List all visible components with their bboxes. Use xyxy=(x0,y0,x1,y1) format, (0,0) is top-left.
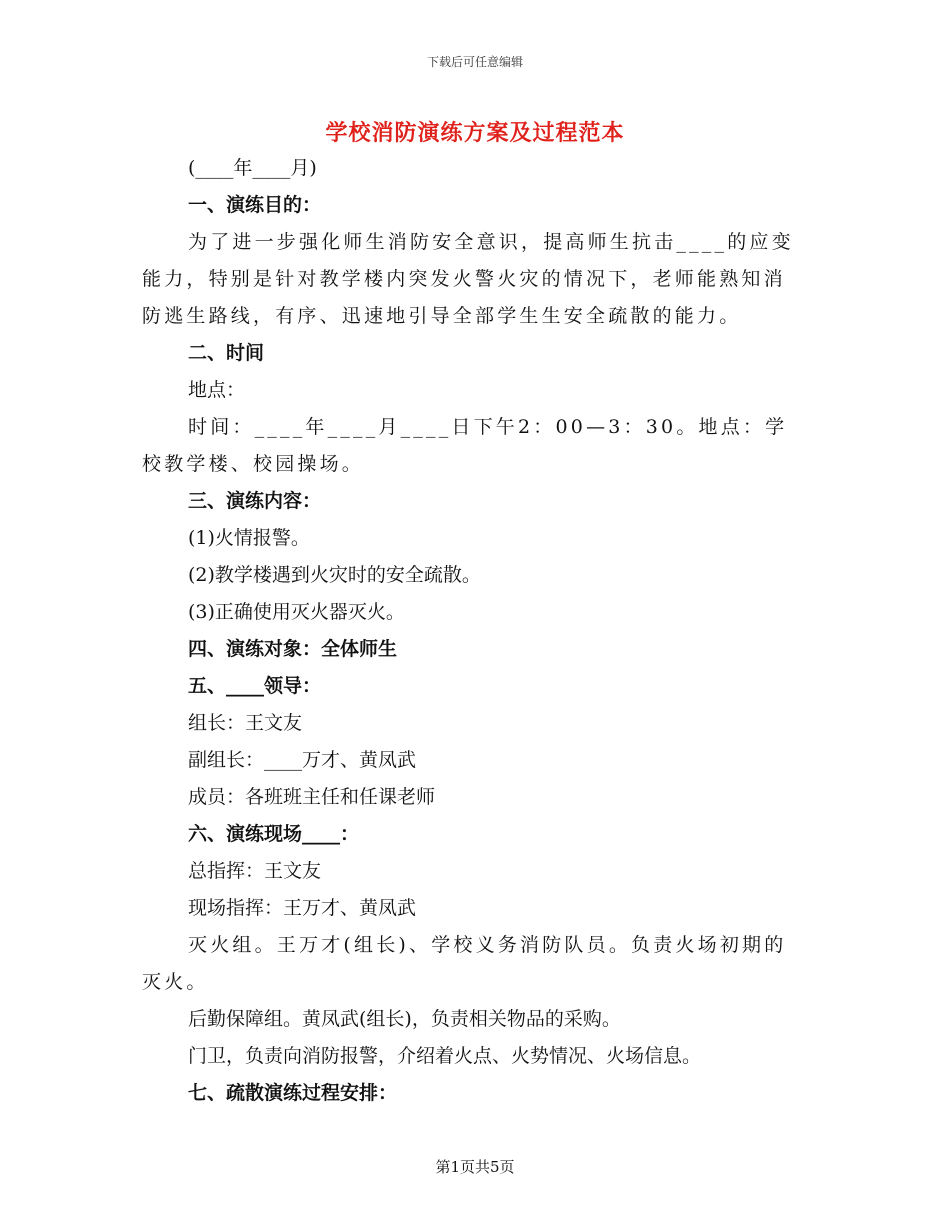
section-5-deputy: 副组长：____万才、黄凤武 xyxy=(188,749,417,771)
section-2-heading: 二、时间 xyxy=(188,342,265,364)
section-5-leader: 组长：王文友 xyxy=(188,712,303,734)
section-6-heading: 六、演练现场____： xyxy=(188,823,360,845)
page-number: 第1页共5页 xyxy=(435,1158,515,1176)
section-4-heading: 四、演练对象：全体师生 xyxy=(188,638,398,660)
section-3-heading: 三、演练内容： xyxy=(188,490,322,512)
section-2-time-paragraph: 时间：____年____月____日下午2：00—3：30。地点：学校教学楼、校园操场。 xyxy=(142,416,788,475)
section-7-heading: 七、疏散演练过程安排： xyxy=(188,1082,398,1104)
section-3-item-1: (1)火情报警。 xyxy=(188,527,310,549)
section-2-place: 地点： xyxy=(188,379,246,401)
section-5-heading: 五、____领导： xyxy=(188,675,322,697)
section-3-item-2: (2)教学楼遇到火灾时的安全疏散。 xyxy=(188,564,481,586)
section-5-members: 成员：各班班主任和任课老师 xyxy=(188,786,436,808)
page-header: 下载后可任意编辑 xyxy=(426,55,523,69)
date-line: (____年____月) xyxy=(188,157,317,179)
section-6-commander: 总指挥：王文友 xyxy=(188,860,322,882)
section-6-guard: 门卫，负责向消防报警，介绍着火点、火势情况、火场信息。 xyxy=(188,1045,702,1067)
section-6-fire-team: 灭火组。王万才(组长)、学校义务消防队员。负责火场初期的灭火。 xyxy=(142,934,787,993)
document-body xyxy=(142,150,802,1112)
section-3-item-3: (3)正确使用灭火器灭火。 xyxy=(188,601,405,623)
section-1-paragraph: 为了进一步强化师生消防安全意识，提高师生抗击____的应变能力，特别是针对教学楼内突发火警火灾的情况下，老师能熟知消防逃生路线，有序、迅速地引导全部学生生安全疏散的能力。 xyxy=(142,231,794,327)
section-6-site-commander: 现场指挥：王万才、黄凤武 xyxy=(188,897,417,919)
document-title: 学校消防演练方案及过程范本 xyxy=(325,120,625,146)
section-6-logistics: 后勤保障组。黄凤武(组长)，负责相关物品的采购。 xyxy=(188,1008,621,1030)
section-1-heading: 一、演练目的： xyxy=(188,194,322,216)
